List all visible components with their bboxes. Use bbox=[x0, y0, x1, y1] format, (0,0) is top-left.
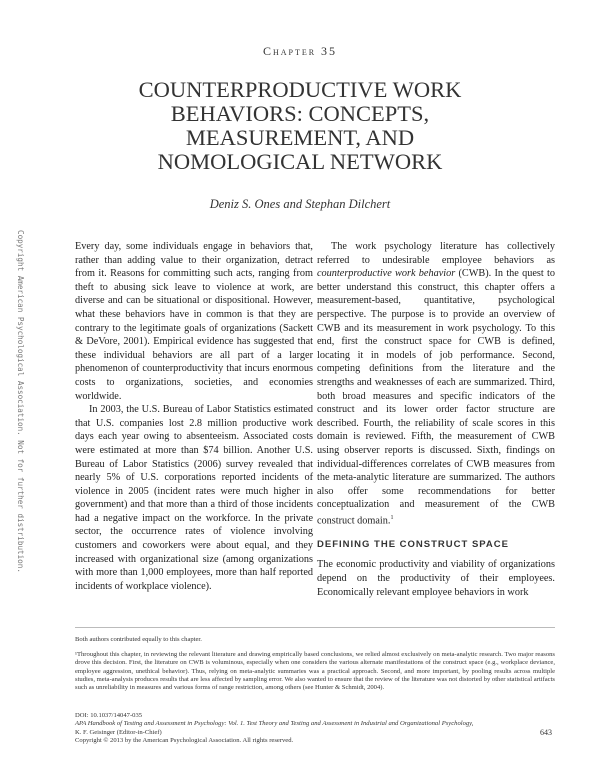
paragraph: In 2003, the U.S. Bureau of Labor Statistics estimated that U.S. companies lost 2.8 million productive work days each year owing to absenteeism. Associated costs were estimated at more than $74 billion. Another U.S. Bureau of Labor Statistics (2006) survey revealed that nearly 5% of U.S. corporations reported incidents of violence in 2005 (incident rates were much higher in government) and that more than a third of those incidents had a negative impact on the workforce. In the private sector, the occurrence rates of violence involving customers and coworkers were about equal, and they increased with organizational size (among organizations with more than 1,000 employees, more than half reported incidents of workplace violence). bbox=[75, 404, 313, 592]
paragraph: The economic productivity and viability of organizations depend on the productivity of their employees. Economically relevant employee behaviors in work bbox=[317, 559, 555, 598]
right-column bbox=[317, 240, 555, 599]
authors: Deniz S. Ones and Stephan Dilchert bbox=[209, 197, 391, 211]
footnote-divider bbox=[75, 627, 555, 628]
title-line: MEASUREMENT, AND bbox=[185, 125, 415, 150]
section-heading: DEFINING THE CONSTRUCT SPACE bbox=[317, 538, 509, 550]
title-line: BEHAVIORS: CONCEPTS, bbox=[170, 101, 430, 126]
text-run: (CWB). In the quest to better understand this construct, this chapter offers a measurement-based, quantitative, psychological perspective. The purpose is to provide an overview of CWB and its measurement in work psychology. To this end, first the construct space for CWB is defined, locating it in models of job performance. Second, competing definitions from the literature and the strengths and weaknesses of each are summarized. Third, both broad measures and specific indicators of the construct and its lower order factor structure are described. Fourth, the reliability of scale scores in this domain is reviewed. Fifth, the measurement of CWB using observer reports is discussed. Sixth, findings on individual-differences correlates of CWB measures from the meta-analytic literature are summarized. The authors also offer some recommendations for better conceptualization and measurement of the CWB construct domain. bbox=[317, 268, 555, 527]
copyright-sidebar: Copyright American Psychological Association. Not for further distribution. bbox=[16, 230, 25, 573]
chapter-title bbox=[60, 78, 540, 174]
editor: K. F. Geisinger (Editor-in-Chief) bbox=[75, 728, 162, 736]
title-line: COUNTERPRODUCTIVE WORK bbox=[138, 77, 462, 102]
footnote-marker: 1 bbox=[390, 514, 394, 521]
footnote-1: ¹Throughout this chapter, in reviewing the relevant literature and drawing empirically based conclusions, we relied almost exclusively on meta-analytic research. Two major reasons drove this decision. First, the literature on CWB is voluminous, especially when one considers the various alternate manifestations of the construct space (e.g., workplace deviance, employee aggression, unethical behavior). Thus, relying on meta-analytic summaries was a practical approach. Second, and more important, by pooling results across multiple studies, meta-analysis produces results that are less affected by sampling error. We also wanted to ensure that the review of the literature was not distorted by other statistical artifacts such as unreliability in measures and various forms of range restriction, among others (see Hunter & Schmidt, 2004). bbox=[75, 651, 555, 692]
left-column bbox=[75, 240, 313, 593]
italic-term: counterproductive work behavior bbox=[317, 268, 456, 280]
title-line: NOMOLOGICAL NETWORK bbox=[157, 149, 443, 174]
publication-info bbox=[75, 712, 535, 745]
footnote-contribution: Both authors contributed equally to this chapter. bbox=[75, 636, 202, 643]
handbook-citation: APA Handbook of Testing and Assessment in Psychology: Vol. 1. Test Theory and Testing and Assessment in Industrial and Organizational Psychology, bbox=[75, 720, 474, 728]
doi: DOI: 10.1037/14047-035 bbox=[75, 712, 143, 719]
chapter-label: Chapter 35 bbox=[262, 44, 338, 58]
copyright-line: Copyright © 2013 by the American Psychological Association. All rights reserved. bbox=[75, 736, 294, 744]
text-run: The work psychology literature has collectively referred to undesirable employee behaviors as bbox=[317, 241, 555, 266]
page-number: 643 bbox=[540, 728, 552, 737]
paragraph bbox=[317, 240, 555, 528]
paragraph: Every day, some individuals engage in behaviors that, rather than adding value to their organization, detract from it. Reasons for committing such acts, ranging from theft to abusing sick leave to violence at work, are diverse and can be situational or dispositional. However, what these behaviors have in common is that they are contrary to the legitimate goals of organizations (Sackett & DeVore, 2001). Empirical evidence has suggested that these individual behaviors are all part of a larger phenomenon of counterproductivity that incurs enormous costs to organizations, societies, and economies worldwide. bbox=[75, 241, 313, 402]
